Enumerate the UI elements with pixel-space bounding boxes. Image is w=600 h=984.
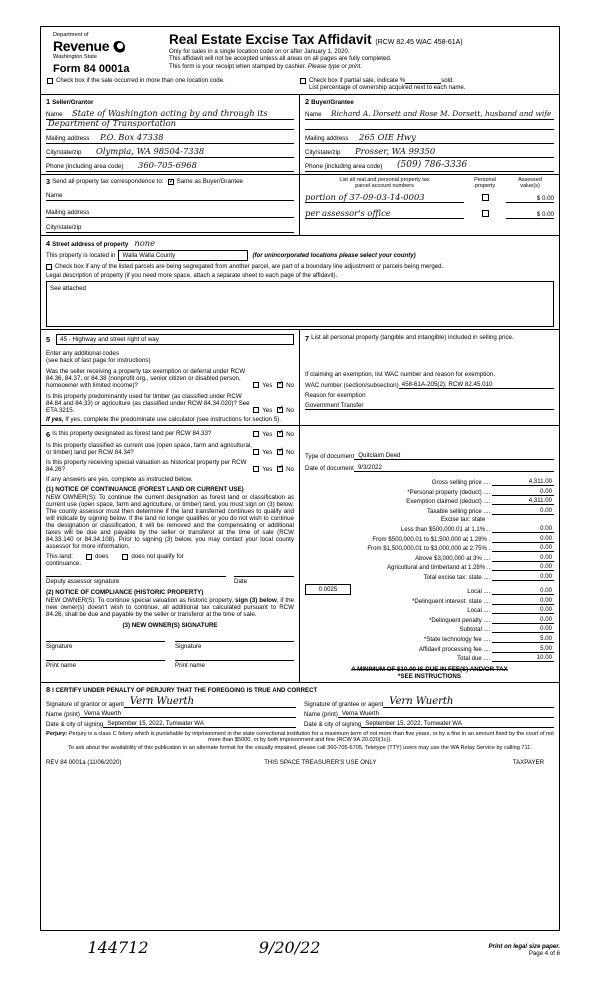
buyer-mailing-label: Mailing address [305, 135, 349, 142]
header-line-2: This affidavit will not be accepted unless all areas on all pages are fully completed. [169, 55, 392, 63]
title-rcw: (RCW 82.45 WAC 458-61A) [375, 39, 463, 46]
sec5-q2-yes-checkbox[interactable] [253, 407, 259, 413]
tax-label-17: Affidavit processing fee [418, 645, 482, 653]
parcel-personal-checkbox-1[interactable] [482, 194, 489, 201]
tax-calculation-block: Type of document Quitclaim Deed Date of document 9/3/2022 Gross selling price .... 4,311.00 *Personal property (deduct) .... 0.00 Exemption claimed (deduct) .... 4,311.00 Taxable selling price .... 0.00 Excise tax: state Less than $500,000.01 at 1.1% .. 0.00 From $500,000.01 to $1,500,000 at 1.28% . 0.00 From $1,500,000.01 to $3,000,000 at 2.75% . 0.00 Above $3,000,000 at 3% .... 0.00 Agricultural and timberland at 1.28% .. 0.00 Total excise tax: state .... 0.00 0.0025 Local .... 0.00 *Delinquent interest: state .... 0.00 Local .... 0.00 *Delinquent penalty .... 0.00 Subtotal .... 0.00 *State technology fee .... 5.00 Affidavit processing fee .... 5.00 Total due .... 10.00 A MINIMUM OF $10.00 IS DUE IN FEE(S) AND/OR TAX *SEE INSTRUCTIONS [305, 452, 552, 681]
reason-label: Reason for exemption [305, 392, 366, 399]
partial-sale-label: Check box if partial sale, indicate % [309, 77, 406, 84]
tax-value-5[interactable]: 0.00 [492, 525, 554, 533]
sec6-note: If any answers are yes, complete as instructed below. [46, 476, 193, 483]
legal-size-note: Print on legal size paper. [488, 943, 560, 950]
sec5-q1-yes-label: Yes [262, 382, 273, 389]
agency-logo [47, 32, 165, 75]
grantor-date-label: Date & city of signing [46, 721, 104, 729]
does-not-label: does not qualify for [131, 553, 184, 560]
wac-value[interactable]: 458-61A-205(2); RCW 82.45.010 [399, 381, 554, 389]
exemption-note: If claiming an exemption, list WAC number and reason for exemption. [305, 371, 495, 378]
same-as-buyer-checkbox[interactable] [168, 179, 174, 185]
tax-label-7: From $1,500,000.01 to $3,000,000 at 2.75% [367, 545, 487, 553]
property-address-section [41, 235, 559, 329]
dept-label: Department of [53, 32, 89, 38]
buyer-citystatezip-label: City/state/zip [305, 149, 341, 156]
seller-citystatezip-value[interactable]: Olympia, WA 98504-7338 [96, 146, 205, 156]
buyer-name-value[interactable]: Richard A. Dorsett and Rose M. Dorsett, husband and wife [331, 109, 552, 118]
local-rate-input[interactable]: 0.0025 [305, 584, 351, 595]
tax-value-7[interactable]: 0.00 [492, 544, 554, 552]
seller-name-value-2[interactable]: Department of Transportation [48, 118, 177, 128]
seller-title: Seller/Grantor [52, 99, 94, 106]
certification-section [41, 682, 559, 753]
tax-label-8: Above $3,000,000 at 3% [415, 554, 482, 562]
continuance-and-tax [41, 425, 559, 682]
grantor-name-label: Name (print) [46, 711, 80, 719]
sec5-q2-yes-label: Yes [262, 407, 273, 414]
tax-label-11: Local [467, 587, 482, 595]
grantee-signature-value[interactable]: Vern Wuerth [383, 696, 554, 708]
legal-description-value: See attached [50, 285, 86, 292]
use-code-input[interactable]: 45 - Highway and street right of way [56, 334, 294, 345]
buyer-phone-label: Phone (including area code) [305, 163, 383, 170]
tax-label-4: Excise tax: state [440, 516, 486, 524]
sec5-q1-no-checkbox[interactable] [277, 382, 283, 388]
docdate-value[interactable]: 9/3/2022 [354, 464, 554, 472]
tax-value-10[interactable]: 0.00 [492, 573, 554, 581]
does-label: does [95, 553, 109, 560]
revenue-label: Revenue [53, 38, 110, 54]
sec4-title: Street address of property [52, 241, 129, 248]
tax-value-6[interactable]: 0.00 [492, 535, 554, 543]
legal-description-box[interactable] [46, 281, 554, 327]
tax-label-6: From $500,000.01 to $1,500,000 at 1.28% [372, 535, 487, 543]
tax-value-13[interactable]: 0.00 [492, 606, 554, 614]
new-owner-signature-1[interactable]: Signature [46, 641, 165, 650]
grantor-signature-cell [46, 696, 304, 728]
tax-label-5: Less than $500,000.01 at 1.1% [400, 525, 486, 533]
wac-label: WAC number (section/subsection) [305, 382, 399, 389]
same-as-buyer-label: Same as Buyer/Grantee [176, 178, 243, 185]
sec3-citystatezip-label: City/state/zip [46, 224, 82, 231]
sec6-q3-no-checkbox[interactable] [277, 466, 283, 472]
sec5-q2-label: Is this property predominantly used for timber (as classified under RCW 84.84 and 84.33) or agriculture (as classified under RCW 84.34.020)? See ETA 3215. [46, 393, 250, 414]
tax-value-17[interactable]: 5.00 [492, 645, 554, 653]
seller-number: 1 [46, 97, 51, 106]
doctype-value[interactable]: Quitclaim Deed [354, 452, 554, 460]
buyer-citystatezip-value[interactable]: Prosser, WA 99350 [355, 146, 436, 156]
new-owner-signature-2[interactable]: Signature [175, 641, 294, 650]
top-checkboxes [41, 77, 559, 91]
sec6-q3-yes-checkbox[interactable] [253, 466, 259, 472]
correspondence-block [41, 175, 300, 235]
reason-value[interactable]: Government Transfer [305, 402, 554, 410]
seller-citystatezip-label: City/state/zip [46, 149, 82, 156]
washington-label: Washington State [53, 54, 97, 60]
sec6-q1-no-label: No [286, 431, 294, 438]
partial-sale-percent-input[interactable] [405, 77, 441, 84]
partial-sale-suffix: sold. [441, 77, 455, 84]
county-note: (for unincorporated locations please select your county) [252, 252, 416, 259]
seller-name-value[interactable]: State of Washington acting by and through its [72, 108, 268, 118]
new-owner-printname-1[interactable]: Print name [46, 660, 165, 669]
additional-codes-label: Enter any additional codes [46, 350, 119, 357]
compliance-p-a: NEW OWNER(S): To continue special valuation as historic property, [46, 597, 236, 604]
parties-section [41, 95, 559, 174]
tax-label-15: Subtotal [459, 626, 482, 634]
perjury-text: Perjury is a class C felony which is punishable by imprisonment in the state correctional institution for a maximum term of not more than five years, or by a fine in an amount fixed by the court of not more than $5000, or by both imprisonment and fine (RCW 9A.20.020(1c)). [68, 731, 554, 744]
tax-value-3[interactable]: 0.00 [492, 507, 554, 515]
continuance-paragraph: NEW OWNER(S): To continue the current designation as forest land or classification as current use (open space, farm and agriculture, or timber) land, you must sign on (3) below. The county assessor must then determine if the land transferred continues to qualify and will indicate by signing below. If the land no longer qualifies or you do not wish to continue the designation or classification, it will be removed and the compensating or additional taxes will be due and payable by the seller or transferor at the time of sale (RCW 84.33.140 or 84.34.108). Prior to signing (3) below, you may contact your local county assessor for more information. [46, 494, 294, 550]
form-footer-row [41, 757, 559, 768]
perjury-label: Perjury: [46, 731, 68, 738]
grantor-signature-value[interactable]: Vern Wuerth [124, 696, 296, 708]
tax-label-14: *Delinquent penalty [428, 616, 482, 624]
partial-sale-checkbox[interactable] [300, 78, 306, 84]
sec6-q2-yes-checkbox[interactable] [253, 449, 259, 455]
sec3-name-label: Name [46, 192, 63, 199]
sec5-block: 5 45 - Highway and street right of way Enter any additional codes (see back of last page for instructions) Was the seller receiving a property tax exemption or deferral under RCW 84.36, 84.37, or 84.38 (nonprofit org., senior citizen or disabled person, homeowner with limited income)? Yes ✓ No Is this property predominantly used for timber (as classified under RCW 84.84 and 84.33) or agriculture (as classified under RCW 84.34.020)? See ETA 3215. Yes ✓ No If yes, If yes, complete the predominate use calculator (see instructions for section 5). [41, 330, 300, 425]
tax-label-9: Agricultural and timberland at 1.28% [386, 564, 486, 572]
seller-mailing-value[interactable]: P.O. Box 47338 [100, 132, 164, 142]
continuance-word: continuance. [46, 560, 82, 567]
multi-location-label: Check box if the sale occurred in more than one location code. [56, 77, 225, 84]
form-header [41, 27, 559, 77]
seller-name-label: Name [46, 111, 63, 118]
deputy-assessor-signature-label[interactable]: Deputy assessor signature [46, 576, 226, 585]
sec5-q2-no-checkbox[interactable] [277, 407, 283, 413]
deputy-assessor-date-label[interactable]: Date [234, 576, 294, 585]
sec5-q1-yes-checkbox[interactable] [253, 382, 259, 388]
sec3-text: Send all property tax correspondence to: [52, 178, 164, 185]
sec3-mailing-label: Mailing address [46, 209, 90, 216]
buyer-block [300, 95, 559, 174]
parcel-number-2[interactable]: per assessor's office [305, 208, 391, 218]
county-label: This property is located in [46, 252, 116, 259]
buyer-number: 2 [305, 97, 310, 106]
sec5-number: 5 [46, 335, 51, 344]
parcel-assessed-2[interactable]: $ 0.00 [506, 211, 554, 219]
tax-value-1[interactable]: 0.00 [492, 488, 554, 496]
stamp-date: 9/20/22 [258, 938, 321, 957]
sec6-block: 6 Is this property designated as forest land per RCW 84.33? Yes ✓ No Is this property classified as current use (open space, farm and agricultural, or timber) land per RCW 84.34? Yes ✓ No Is this property receiving special valuation as historical property per RCW 84.26? Yes ✓ No If any answers are yes, complete as instructed below. (1) NOTICE OF CONTINUANCE (FOREST LAND OR CURRENT USE) NEW OWNER(S): To continue the current designation as forest land or classification as current use (open space, farm and agriculture, or timber) land, you must sign on (3) below. The county assessor must then determine if the land transferred continues to qualify and will indicate by signing below. If the land no longer qualifies or you do not wish to continue the designation or classification, it will be removed and the compensating or additional taxes will be due and payable by the seller or transferor at the time of sale (RCW 84.33.140 or 84.34.108). Prior to signing (3) below, you may contact your local county assessor for more information. This land: does does not qualify for continuance. Deputy assessor signature Date (2) NOTICE OF COMPLIANCE (HISTORIC PROPERTY) NEW OWNER(S): To continue special valuation as historic property, sign (3) below, if the new owner(s) doesn't wish to continue, all additional tax calculated pursuant to RCW 84.26, shall be due and payable by the seller or transferor at the time of sale. (3) NEW OWNER(S) SIGNATURE Signature Signature Print name Print name [41, 426, 300, 682]
partial-sale-note: List percentage of ownership acquired next to each name. [309, 84, 466, 91]
grantee-date-value[interactable]: September 15, 2022, Tumwater WA [361, 720, 554, 728]
tax-value-0[interactable]: 4,311.00 [492, 478, 554, 486]
tax-label-3: Taxable selling price [426, 507, 482, 515]
tax-value-9[interactable]: 0.00 [492, 563, 554, 571]
tax-label-10: Total excise tax: state [423, 573, 482, 581]
buyer-mailing-value[interactable]: 265 OIE Hwy [359, 132, 416, 142]
multi-location-checkbox[interactable] [47, 78, 53, 84]
tax-label-18: Total due [457, 655, 482, 663]
grantee-date-label: Date & city of signing [304, 721, 362, 729]
buyer-phone-value[interactable]: (509) 786-3336 [397, 160, 468, 170]
taxpayer-label: TAXPAYER [512, 759, 544, 767]
see-instructions-note: *SEE INSTRUCTIONS [398, 673, 461, 681]
use-code-and-personal-property [41, 329, 559, 425]
grantee-signature-cell [304, 696, 554, 728]
sec8-number: 8 [46, 685, 51, 695]
tax-label-2: Exemption claimed (deduct) [406, 498, 482, 506]
segregating-label: Check box if any of the listed parcels are being segregated from another parcel, are part of a boundary line adjustment or parcels being merged. [55, 263, 444, 270]
sec6-q1-label: Is this property designated as forest land per RCW 84.33? [52, 430, 212, 437]
tax-label-13: Local [467, 607, 482, 615]
compliance-heading: (2) NOTICE OF COMPLIANCE (HISTORIC PROPERTY) [46, 589, 204, 596]
seller-phone-label: Phone (including area code) [46, 163, 124, 170]
sec6-q1-yes-checkbox[interactable] [253, 431, 259, 437]
county-input[interactable]: Walla Walla County [118, 250, 248, 261]
tax-label-16: *State technology fee [423, 635, 482, 643]
tax-value-11[interactable]: 0.00 [492, 587, 554, 595]
compliance-p-b: sign (3) below [235, 597, 277, 604]
continuance-heading: (1) NOTICE OF CONTINUANCE (FOREST LAND OR CURRENT USE) [46, 486, 244, 493]
revenue-swirl-icon [112, 41, 125, 54]
seller-phone-value[interactable]: 360-705-6968 [138, 160, 197, 170]
sec6-q3-label: Is this property receiving special valuation as historical property per RCW 84.26? [46, 459, 247, 473]
sec5-q1-label: Was the seller receiving a property tax exemption or deferral under RCW 84.36, 84.37, or 84.38 (nonprofit org., senior citizen or disabled person, homeowner with limited income)? [46, 368, 246, 389]
tax-value-16[interactable]: 5.00 [492, 635, 554, 643]
ada-notice: To ask about the availability of this publication in an alternate format for the visually impaired, please call 360-705-6705. Teletype (TTY) users may use the WA Relay Service by calling 711. [68, 745, 532, 752]
new-owner-signature-heading: (3) NEW OWNER(S) SIGNATURE [122, 622, 218, 629]
page-footer [40, 938, 560, 957]
buyer-title: Buyer/Grantee [311, 99, 354, 106]
parcel-header-personal: Personal property [474, 177, 496, 189]
rev-number: REV 84 0001a (11/06/2020) [46, 759, 122, 767]
parcel-number-1[interactable]: portion of 37-09-03-14-0003 [305, 192, 425, 202]
docdate-label: Date of document [305, 465, 354, 472]
sec5-q2-no-label: No [286, 407, 294, 414]
sec6-number: 6 [46, 430, 51, 439]
compliance-p-c: , if the new owner(s) doesn't wish to continue, all additional tax calculated pursuant to RCW 84.26, shall be due and payable by the seller or transferor at the time of sale. [46, 597, 294, 618]
doctype-label: Type of document [305, 453, 355, 460]
sec7-block [300, 330, 559, 425]
see-back-label: (see back of last page for instructions) [46, 357, 151, 364]
tax-value-8[interactable]: 0.00 [492, 554, 554, 562]
does-qualify-checkbox[interactable] [86, 554, 92, 560]
sec6-q2-label: Is this property classified as current use (open space, farm and agricultural, or timber) land per RCW 84.34? [46, 442, 253, 456]
tax-value-15[interactable]: 0.00 [492, 625, 554, 633]
tax-value-12[interactable]: 0.00 [492, 597, 554, 605]
sec6-q1-yes-label: Yes [262, 431, 273, 438]
tax-label-0: Gross selling price [431, 479, 482, 486]
stamp-number: 144712 [87, 938, 149, 957]
parcel-assessed-1[interactable]: $ 0.00 [506, 195, 554, 203]
form-number: Form 84 0001a [53, 63, 130, 75]
sec4-address-value[interactable]: none [134, 238, 156, 248]
tax-label-1: *Personal property (deduct) [407, 488, 482, 496]
grantee-name-value[interactable]: Verna Wuerth [338, 710, 554, 718]
tax-value-18[interactable]: 10.00 [492, 654, 554, 662]
tax-label-12: *Delinquent interest: state [412, 597, 482, 605]
sec6-q1-no-checkbox[interactable] [277, 431, 283, 437]
sec6-q2-no-checkbox[interactable] [277, 449, 283, 455]
grantor-signature-label: Signature of grantor or agent [46, 701, 124, 709]
treasurer-use-label: THIS SPACE TREASURER'S USE ONLY [264, 759, 377, 767]
sec5-q1-no-label: No [286, 382, 294, 389]
sec8-title: I CERTIFY UNDER PENALTY OF PERJURY THAT THE FOREGOING IS TRUE AND CORRECT [52, 687, 318, 695]
sec7-title: List all personal property (tangible and intangible) included in selling price. [311, 334, 514, 341]
new-owner-printname-2[interactable]: Print name [175, 660, 294, 669]
affidavit-page [40, 26, 560, 931]
buyer-name-label: Name [305, 111, 322, 118]
does-not-qualify-checkbox[interactable] [122, 554, 128, 560]
page-number: Page 4 of 6 [528, 950, 560, 957]
tax-value-2[interactable]: 4,311.00 [492, 497, 554, 505]
sec7-number: 7 [305, 334, 310, 343]
sec3-number: 3 [46, 177, 51, 186]
grantor-name-value[interactable]: Verna Wuerth [80, 710, 296, 718]
tax-value-14[interactable]: 0.00 [492, 616, 554, 624]
parcels-block [300, 175, 559, 235]
segregating-checkbox[interactable] [46, 264, 52, 270]
thisland-label: This land: [46, 553, 73, 560]
header-line-1: Only for sales in a single location code on or after January 1, 2020. [169, 47, 350, 55]
legal-description-label: Legal description of property (if you need more space, attach a separate sheet to each page of the affidavit). [46, 272, 338, 279]
sec5-q2-note: If yes, complete the predominate use calculator (see instructions for section 5). [65, 416, 281, 423]
parcel-header-assessed: Assessed value(s) [518, 177, 542, 189]
header-line-3: This form is your receipt when stamped by cashier. [169, 62, 307, 70]
grantee-signature-label: Signature of grantee or agent [304, 701, 384, 709]
seller-block [41, 95, 300, 174]
parcel-personal-checkbox-2[interactable] [482, 210, 489, 217]
minimum-due-note: A MINIMUM OF $10.00 IS DUE IN FEE(S) AND/OR TAX [351, 666, 508, 674]
page-title: Real Estate Excise Tax Affidavit [169, 32, 372, 47]
parcel-header-numbers: List all real and personal property tax parcel account numbers [339, 177, 430, 189]
grantee-name-label: Name (print) [304, 711, 338, 719]
correspondence-and-parcels [41, 174, 559, 235]
seller-mailing-label: Mailing address [46, 135, 90, 142]
sec4-number: 4 [46, 239, 51, 248]
header-line-3-italic: Please type or print. [307, 62, 363, 70]
grantor-date-value[interactable]: September 15, 2022, Tumwater WA [103, 720, 296, 728]
